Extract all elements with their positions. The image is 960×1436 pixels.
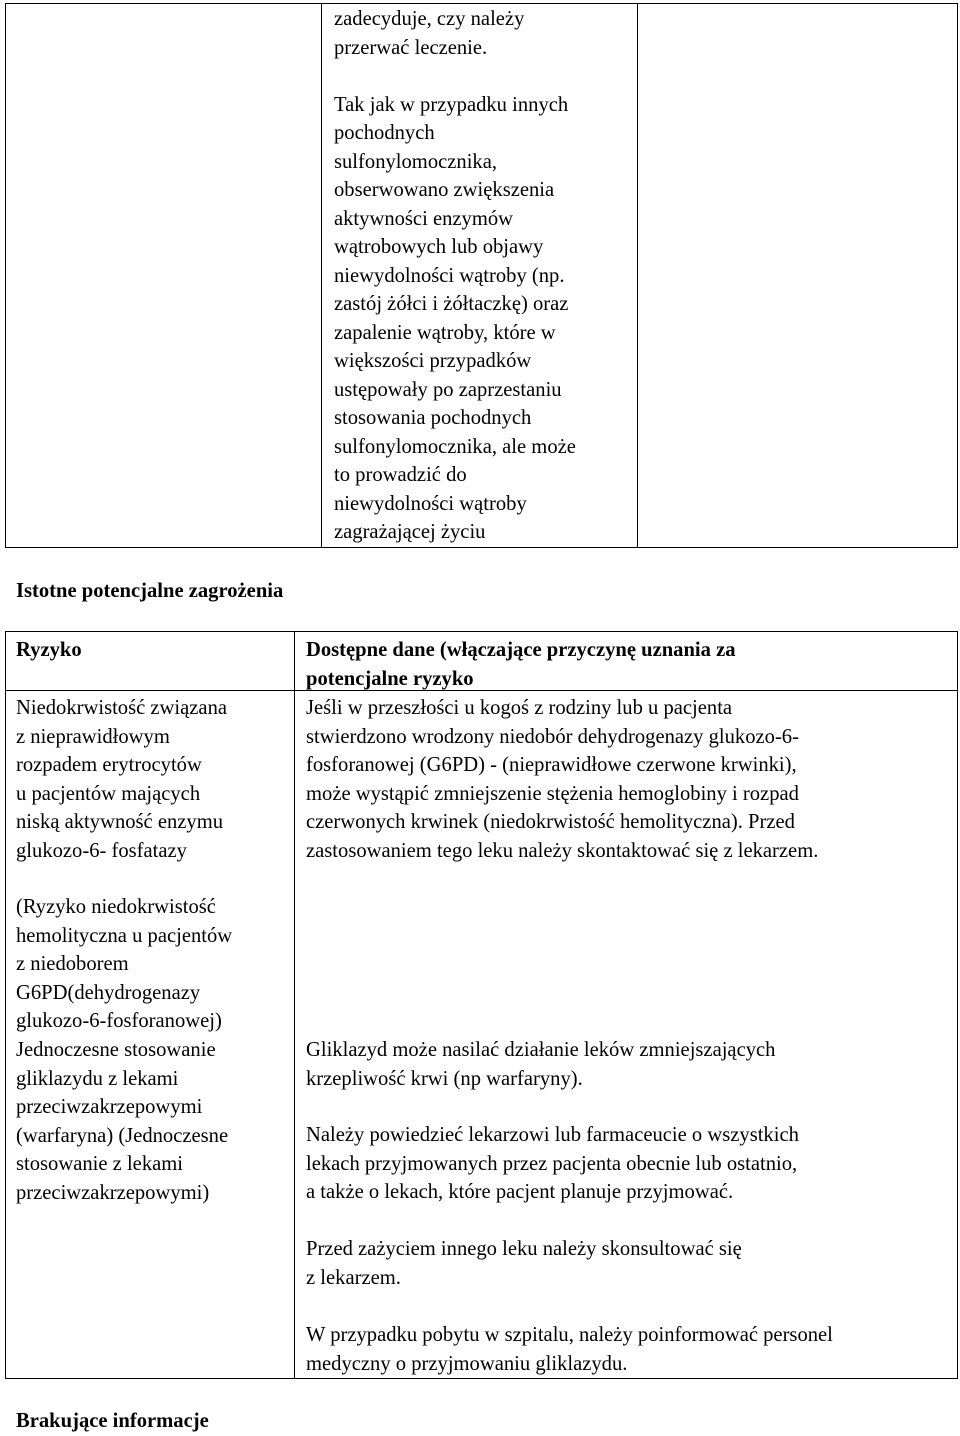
top-table-line: ustępowały po zaprzestaniu [334,378,562,401]
top-table-line: niewydolności wątroby [334,492,527,515]
data-anticoagulants-p3: Przed zażyciem innego leku należy skonsultować się z lekarzem. [306,1238,742,1289]
section-heading: Istotne potencjalne zagrożenia [16,580,284,602]
top-table-line [334,62,634,91]
top-table-line: sulfonylomocznika, ale może [334,435,576,458]
top-table-line: wątrobowych lub objawy [334,236,544,258]
top-table-line: Tak jak w przypadku innych [334,93,569,116]
top-table-line: stosowania pochodnych [334,407,532,429]
top-table-line: większości przypadków [334,350,532,372]
top-table-line: obserwowano zwiększenia [334,179,555,201]
header-risk: Ryzyko [16,639,82,661]
top-table-divider-1 [321,3,322,548]
data-anticoagulants-p2: Należy powiedzieć lekarzowi lub farmaceucie o wszystkich lekach przyjmowanych przez pacjenta obecnie lub ostatnio, a także o lekach, które pacjent planuje przyjmować. [306,1124,799,1203]
top-table-line: zapalenie wątroby, które w [334,321,556,344]
top-table-line: pochodnych [334,122,435,144]
top-table-line: to prowadzić do [334,464,467,486]
top-table-line: przerwać leczenie. [334,36,488,59]
top-table-line: niewydolności wątroby (np. [334,264,565,287]
top-table-line: zagrażającej życiu [334,521,486,543]
header-available-data: Dostępne dane (włączające przyczynę uznania za potencjalne ryzyko [306,639,736,690]
missing-info-heading: Brakujące informacje [16,1410,209,1432]
risk-hemolytic-anemia: Niedokrwistość związana z nieprawidłowym rozpadem erytrocytów u pacjentów mających niską aktywność enzymu glukozo-6- fosfatazy [16,697,228,862]
top-table-col2-text [334,5,634,547]
top-table-line: zastój żółci i żółtaczkę) oraz [334,293,569,315]
top-table-line: zadecyduje, czy należy [334,8,525,30]
risk-hemolytic-anemia-note: (Ryzyko niedokrwistość hemolityczna u pacjentów z niedoborem G6PD(dehydrogenazy glukozo-6-fosforanowej) [16,896,233,1032]
data-hemolytic-anemia: Jeśli w przeszłości u kogoś z rodziny lub u pacjenta stwierdzono wrodzony niedobór dehydrogenazy glukozo-6- fosforanowej (G6PD) - (nieprawidłowe czerwone krwinki), może wystąpić zmniejszenie stężenia hemoglobiny i rozpad czerwonych krwinek (niedokrwistość hemolityczna). Przed zastosowaniem tego leku należy skontaktować się z lekarzem. [306,697,819,862]
top-table-line: sulfonylomocznika, [334,150,498,173]
data-anticoagulants-p4: W przypadku pobytu w szpitalu, należy poinformować personel medyczny o przyjmowaniu gliklazydu. [306,1324,833,1375]
risk-table-col-divider [294,631,295,1379]
risk-anticoagulants: Jednoczesne stosowanie gliklazydu z lekami przeciwzakrzepowymi (warfaryna) (Jednoczesne stosowanie z lekami przeciwzakrzepowymi) [16,1039,229,1204]
data-anticoagulants-p1: Gliklazyd może nasilać działanie leków zmniejszających krzepliwość krwi (np warfaryny). [306,1039,776,1090]
top-table-line: aktywności enzymów [334,207,514,230]
top-table-divider-2 [637,3,638,548]
